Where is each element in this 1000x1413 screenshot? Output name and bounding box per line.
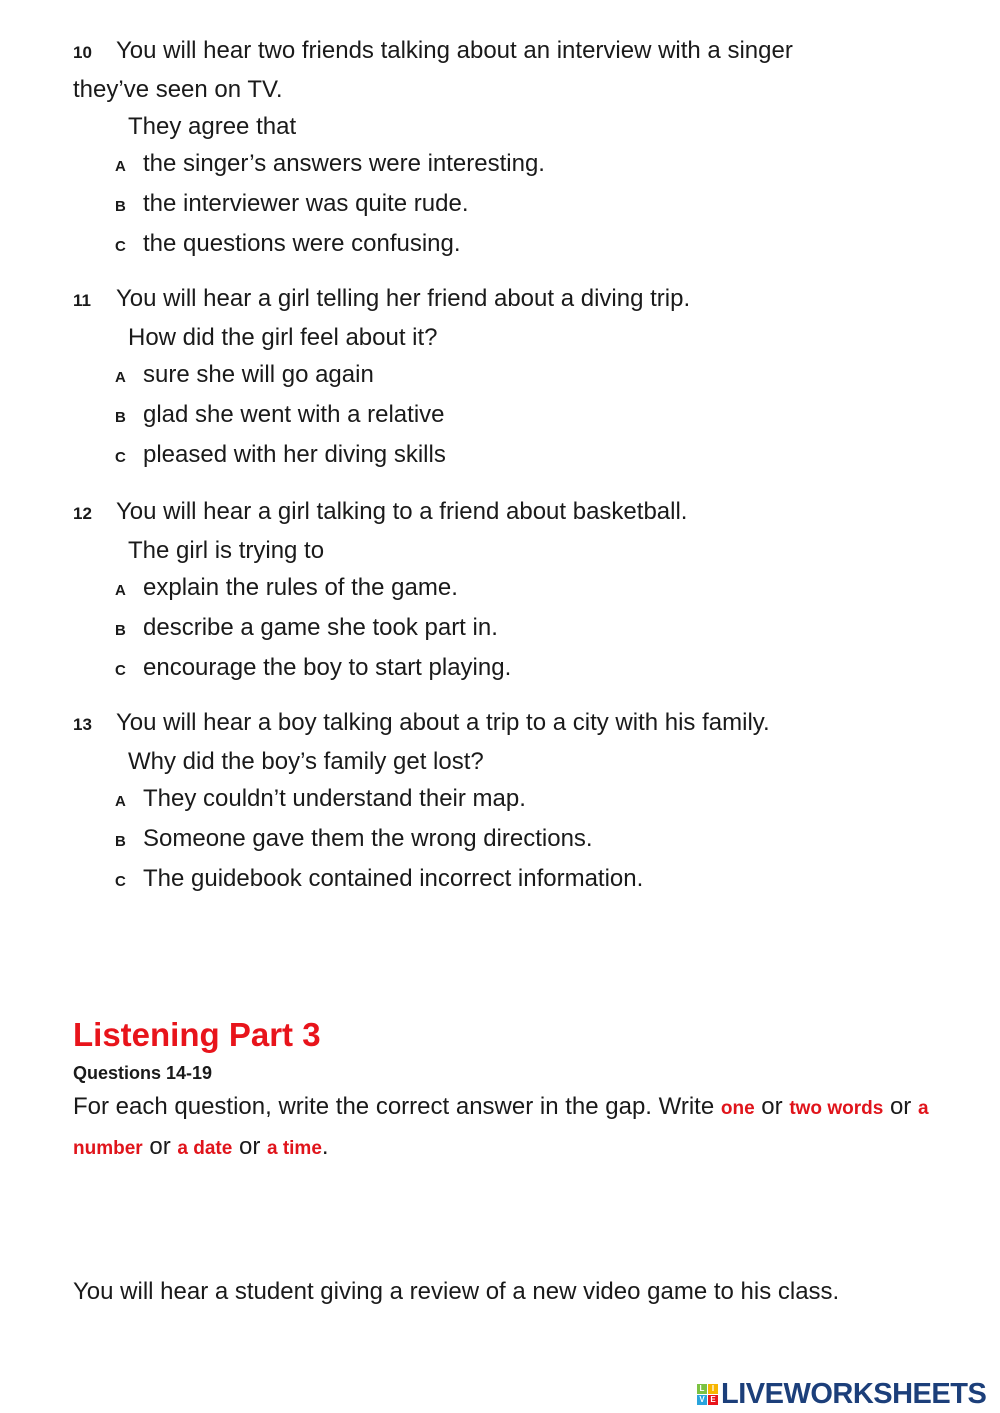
logo-block: V: [697, 1395, 707, 1405]
question-12: [73, 493, 953, 689]
option-letter: C: [115, 662, 126, 679]
logo-text: LIVEWORKSHEETS: [721, 1378, 987, 1410]
option-letter: B: [115, 198, 126, 215]
question-prompt: [73, 704, 953, 743]
answer-option[interactable]: [73, 356, 953, 396]
option-text: the questions were confusing.: [143, 230, 461, 257]
instr-text: or: [142, 1133, 178, 1160]
answer-option[interactable]: [73, 649, 953, 689]
instr-text: or: [883, 1093, 918, 1120]
question-stem: How did the girl feel about it?: [128, 324, 438, 351]
logo-blocks-icon: [697, 1384, 718, 1405]
instr-text: For each question, write the correct answer in the gap. Write: [73, 1093, 721, 1120]
instr-emphasis: one: [720, 1098, 755, 1119]
prompt-text: You will hear a boy talking about a trip to a city with his family.: [116, 709, 770, 736]
answer-option[interactable]: [73, 569, 953, 609]
prompt-text: You will hear a girl telling her friend about a diving trip.: [116, 285, 691, 312]
answer-option[interactable]: [73, 860, 953, 900]
option-text: glad she went with a relative: [143, 401, 445, 428]
option-text: the singer’s answers were interesting.: [143, 150, 545, 177]
option-text: sure she will go again: [143, 361, 374, 388]
answer-option[interactable]: [73, 185, 953, 225]
prompt-text: You will hear a girl talking to a friend about basketball.: [116, 498, 688, 525]
option-letter: C: [115, 873, 126, 890]
instr-text: or: [232, 1133, 267, 1160]
option-letter: B: [115, 622, 126, 639]
question-13: [73, 704, 953, 900]
liveworksheets-logo: [697, 1378, 986, 1411]
option-letter: B: [115, 409, 126, 426]
answer-option[interactable]: [73, 396, 953, 436]
answer-option[interactable]: [73, 609, 953, 649]
option-letter: A: [115, 158, 126, 175]
instr-emphasis: two words: [789, 1098, 884, 1119]
prompt-text: You will hear two friends talking about an interview with a singer: [116, 37, 793, 64]
logo-block: E: [708, 1395, 718, 1405]
option-text: describe a game she took part in.: [143, 614, 498, 641]
option-text: the interviewer was quite rude.: [143, 190, 469, 217]
question-number: 13: [73, 715, 92, 734]
question-prompt: [73, 32, 953, 71]
option-text: Someone gave them the wrong directions.: [143, 825, 593, 852]
question-stem: They agree that: [128, 113, 297, 140]
answer-option[interactable]: [73, 780, 953, 820]
answer-option[interactable]: [73, 145, 953, 185]
option-letter: A: [115, 369, 126, 386]
option-letter: A: [115, 582, 126, 599]
option-text: The guidebook contained incorrect information.: [143, 865, 644, 892]
logo-block: L: [697, 1384, 707, 1394]
option-letter: C: [115, 449, 126, 466]
section-subheading: Questions 14-19: [73, 1063, 213, 1083]
question-prompt: [73, 280, 953, 319]
question-number: 11: [73, 291, 91, 310]
option-text: pleased with her diving skills: [143, 441, 446, 468]
option-letter: B: [115, 833, 126, 850]
question-11: [73, 280, 953, 476]
instr-text: or: [754, 1093, 790, 1120]
question-stem: The girl is trying to: [128, 537, 325, 564]
question-stem: Why did the boy’s family get lost?: [128, 748, 484, 775]
option-text: They couldn’t understand their map.: [143, 785, 526, 812]
section-heading: Listening Part 3: [73, 1016, 321, 1053]
answer-option[interactable]: [73, 225, 953, 265]
instr-text: .: [321, 1133, 329, 1160]
question-prompt: [73, 493, 953, 532]
option-letter: A: [115, 793, 126, 810]
logo-block: I: [708, 1384, 718, 1394]
option-letter: C: [115, 238, 126, 255]
prompt-continuation: they’ve seen on TV.: [73, 76, 283, 103]
instr-emphasis: a time: [266, 1138, 322, 1159]
answer-option[interactable]: [73, 820, 953, 860]
answer-option[interactable]: [73, 436, 953, 476]
option-text: encourage the boy to start playing.: [143, 654, 512, 681]
task-intro: You will hear a student giving a review of a new video game to his class.: [73, 1278, 840, 1305]
instructions: [73, 1088, 963, 1168]
question-number: 12: [73, 504, 92, 523]
instr-emphasis: a number: [73, 1098, 929, 1159]
question-10: [73, 32, 953, 265]
question-number: 10: [73, 43, 92, 62]
instr-emphasis: a date: [177, 1138, 233, 1159]
option-text: explain the rules of the game.: [143, 574, 458, 601]
